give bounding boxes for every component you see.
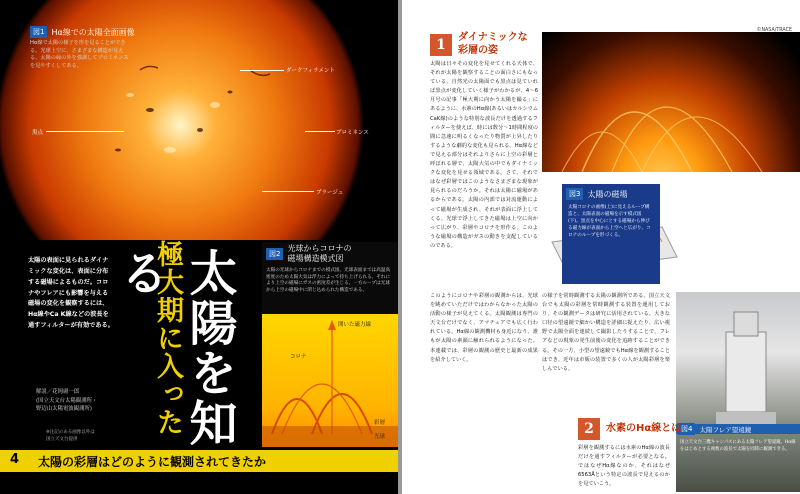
fig4-number: 図4 — [678, 423, 695, 435]
field-loop-diagram — [262, 314, 398, 447]
fig2-title-line: 光球からコロナの — [287, 244, 352, 253]
coronal-loops-image — [542, 32, 800, 172]
section-2-heading — [578, 418, 681, 440]
fig2-panel — [262, 242, 398, 447]
main-title: 太陽を知る — [112, 248, 237, 448]
fig3-description: 太陽コロナの画像(上)に見えるループ構造と、太陽表面の磁場を示す模式図(下)。黒点を中心にとする磁場から伸びる磁力線が表面から上空へと広がり、コロナのループを形づくる。 — [568, 205, 651, 239]
label-open-field: 開いた磁力線 — [338, 322, 372, 328]
fig3-label — [566, 188, 627, 200]
section-2-body: 彩層を観測するには水素のHα線の波長だけを通すフィルターが必要となる。ではなぜHα線なのか、それはなぜ6563Åという特定の波長で見えるのかを見ていこう。 — [578, 445, 670, 488]
fig1-label — [30, 26, 135, 38]
leader-line-sunspot — [46, 131, 124, 132]
middle-column-body: の様子を常時観測する太陽の観測所である。国立天文台でも太陽の彩層を常時観測する装置を運用しており、その観測データは研究に活用されている。大きな口径の望遠鏡で細かい構造を詳細に捉えたり、広い視野で太陽全面を連続して撮影したりすることで、フレアなどの現象の発生前後の変化を追跡することができる。その一方、小型の望遠鏡でもHα線を観測することはでき、近年は市販の装置で多くの人が太陽彩層を楽しんでいる。 — [542, 293, 670, 372]
section-1-title-line: ダイナミックな — [458, 32, 528, 43]
section-1-title — [458, 32, 528, 57]
section-2-title: 水素のHα線とは — [606, 422, 682, 434]
callout-prominence: プロミネンス — [336, 130, 369, 136]
label-chromosphere: 彩層 — [374, 420, 386, 426]
image-credit-note — [46, 430, 95, 444]
lead-paragraph: 太陽の表面に見られるダイナミックな変化は、表面に分布する磁場によるものだ。コロナやフレアにも影響を与える磁場の変化を観察するには、Hα線やCa K線などの波長を通すフィルターが有効である。 — [28, 257, 114, 330]
page-number: 4 — [10, 452, 20, 467]
fig2-description: 太陽の光球からコロナまでの模式図。光球表面までは高温高密度のため太陽大気は浮力によって持ち上げられる。それにより上空の磁場にガスの密度差が生じる。一方ループは光球から上空の磁場中に閉じ込められた構造である。 — [266, 268, 391, 293]
label-photosphere: 光球 — [374, 434, 386, 440]
section-2-number: 2 — [578, 418, 600, 440]
fig1-description: Hα線で太陽の様子を形を見ることができる。光球上空に、さまざまな構造が見える。太陽の縁の外を強調してプロミネンスを見やすくしてある。 — [30, 40, 129, 69]
callout-sunspot: 黒点 — [32, 130, 44, 136]
label-corona: コロナ — [290, 354, 307, 360]
footnote-line: ※注記のある画像以外は — [46, 430, 95, 435]
fig3-number: 図3 — [566, 188, 583, 200]
fig4-label — [676, 424, 800, 434]
left-page — [0, 0, 398, 494]
right-page — [402, 0, 800, 494]
callout-plage: プラージュ — [316, 190, 344, 196]
fig2-title-line: 磁場構造模式図 — [287, 253, 344, 263]
fig1-title: Hα線での太陽全面画像 — [51, 27, 135, 37]
leader-line-filament — [240, 70, 284, 71]
section-1-body: 太陽は日々その変化を見せてくれる天体で、それが太陽を観察することの面白さにもなっている。自然光の太陽面でも黒点は見ていれば黒点が変化していく様子がわかるが、4〜6月号の記事「極大期に向かう太陽を撮る」にあるように、水素のHα線(あるいはカルシウムCaK線)のような特別な波長だけを透過するフィルターを使えば、時には数分〜1時間程度の間に急速に明るくなったり物質が上昇したりするような劇的な変化も見られる。Hα線などで見える部分はそれよりさらに上空の彩層と呼ばれる層で、太陽大気の中でもダイナミックな変化を見せる領域である。さて、それではなぜ彩層ではこのようなさまざまな現象が見られるのだろうか。それは太陽に磁場があるからである。太陽の内部では対流運動によって磁場が生成され、それが表面に浮上してくる。光球で浮上してきた磁場は上空に向かって広がり、彩層やコロナを形作る。このような磁場の構造がガスの動きを支配しているのである。 — [430, 61, 538, 249]
fig2-number: 図2 — [266, 248, 283, 260]
fig3-title: 太陽の磁場 — [587, 189, 628, 199]
fig4-title: 太陽フレア望遠鏡 — [699, 425, 752, 434]
credit-line: 解説／花岡庸一郎 — [36, 389, 80, 395]
fig2-diagram — [262, 314, 398, 447]
section-1-heading — [430, 32, 528, 57]
fig2-label — [266, 244, 351, 263]
section-1-title-line: 彩層の姿 — [458, 44, 498, 56]
fig2-title — [287, 244, 351, 263]
fig4-caption: 国立天文台三鷹キャンパスにある太陽フレア望遠鏡。Hα線をはじめとする複数の波長で太陽を同時に観測できる。 — [680, 440, 796, 452]
telescope-graphic — [676, 292, 800, 492]
section-1-body-continued: このようにコロナや彩層の観測からは、光球を眺めていただけではわからなかった太陽の活動の様子が見えてくる。太陽観測は専門の天文台だけでなく、アマチュアでも広く行われている。Hα線の観測機材も身近になり、誰もが太陽の素顔に触れられるようになった。本連載では、彩層の観測の歴史と最新の成果を紹介していく。 — [430, 293, 538, 363]
credit-line: (国立天文台太陽観測所・ — [36, 397, 98, 404]
leader-line-prominence — [305, 131, 335, 132]
callout-dark-filament: ダークフィラメント — [286, 68, 335, 74]
solar-flare-telescope-photo — [676, 292, 800, 492]
loops-graphic — [542, 32, 800, 172]
footnote-line: 国立天文台提供 — [46, 436, 78, 442]
footer-title: 太陽の彩層はどのように観測されてきたか — [38, 455, 267, 469]
author-credit — [36, 388, 97, 414]
image-credit: ©NASA/TRACE — [756, 28, 792, 33]
leader-line-plage — [262, 191, 314, 192]
title-kicker: 極大期に入った — [152, 240, 183, 436]
section-1-number: 1 — [430, 34, 452, 56]
fig1-number: 図1 — [30, 26, 47, 38]
credit-line: 野辺山太陽電波観測所) — [36, 406, 93, 413]
